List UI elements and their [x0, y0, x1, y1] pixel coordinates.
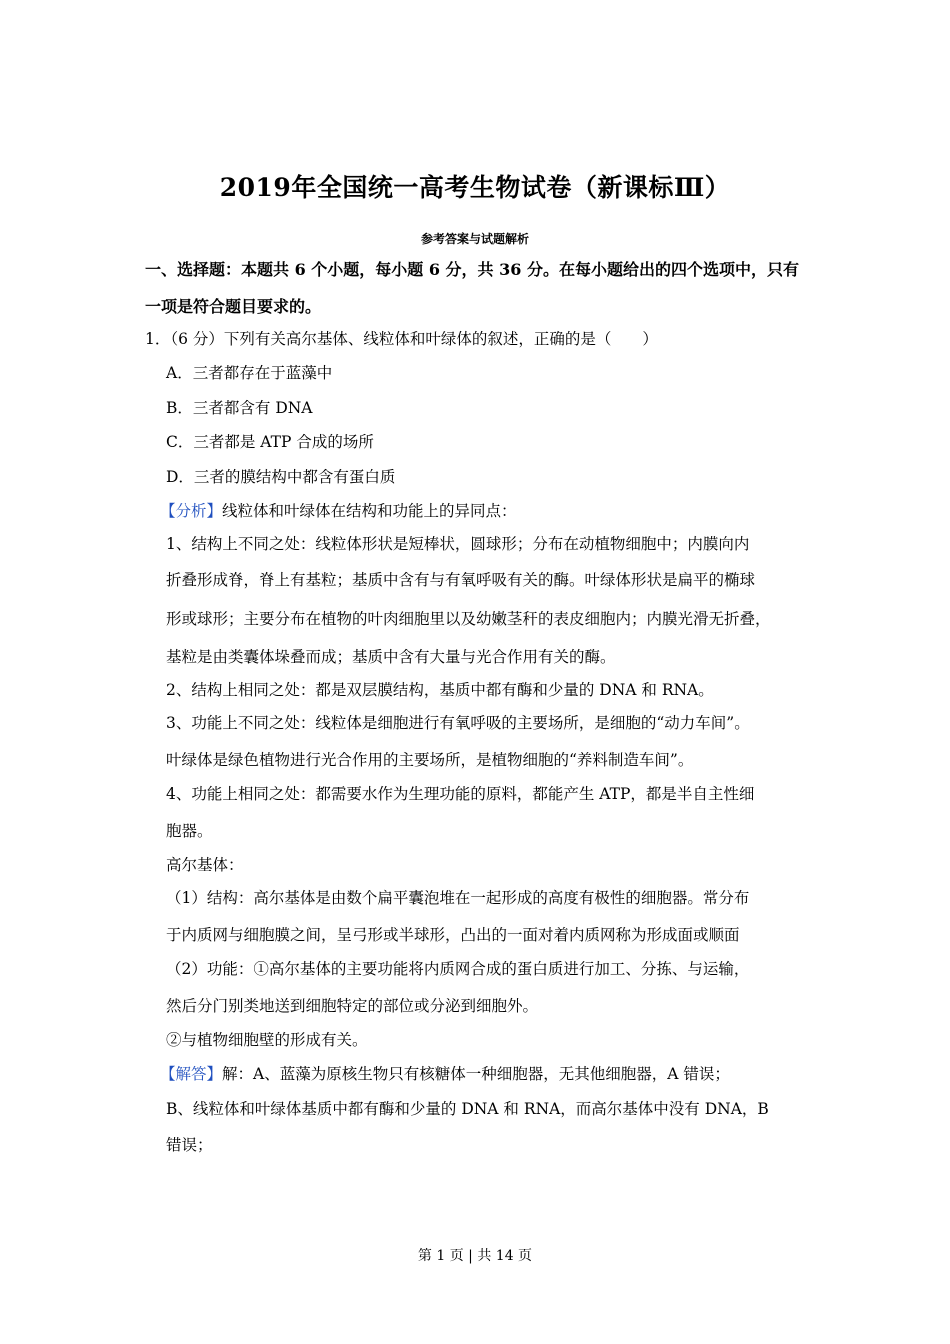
- option-d: D．三者的膜结构中都含有蛋白质: [166, 468, 396, 486]
- analysis-line: 胞器。: [166, 822, 213, 840]
- answer-heading: [160, 1062, 730, 1084]
- section-heading-line-2: 一项是符合题目要求的。: [145, 297, 322, 316]
- analysis-line: 然后分门别类地送到细胞特定的部位或分泌到细胞外。: [166, 997, 539, 1015]
- option-c: C．三者都是 ATP 合成的场所: [166, 433, 374, 451]
- answer-line: B、线粒体和叶绿体基质中都有酶和少量的 DNA 和 RNA，而高尔基体中没有 DNA，B: [166, 1100, 769, 1118]
- analysis-line: 3、功能上不同之处：线粒体是细胞进行有氧呼吸的主要场所，是细胞的“动力车间”。: [166, 714, 750, 732]
- analysis-intro: 线粒体和叶绿体在结构和功能上的异同点：: [222, 502, 517, 520]
- page-title: 2019年全国统一高考生物试卷（新课标Ⅲ）: [219, 173, 731, 202]
- analysis-line: 形或球形；主要分布在植物的叶肉细胞里以及幼嫩茎秆的表皮细胞内；内膜光滑无折叠，: [166, 610, 771, 628]
- analysis-heading: [160, 499, 517, 521]
- analysis-line: 4、功能上相同之处：都需要水作为生理功能的原料，都能产生 ATP，都是半自主性细: [166, 785, 755, 803]
- analysis-line: （1）结构：高尔基体是由数个扁平囊泡堆在一起形成的高度有极性的细胞器。常分布: [166, 889, 750, 907]
- analysis-line: 基粒是由类囊体垛叠而成；基质中含有大量与光合作用有关的酶。: [166, 648, 616, 666]
- analysis-line: 2、结构上相同之处：都是双层膜结构，基质中都有酶和少量的 DNA 和 RNA。: [166, 681, 714, 699]
- section-heading-line-1: 一、选择题：本题共 6 个小题，每小题 6 分，共 36 分。在每小题给出的四个选项中，只有: [145, 260, 799, 279]
- analysis-line: 叶绿体是绿色植物进行光合作用的主要场所，是植物细胞的“养料制造车间”。: [166, 751, 694, 769]
- analysis-line: 于内质网与细胞膜之间，呈弓形或半球形，凸出的一面对着内质网称为形成面或顺面: [166, 926, 740, 944]
- page-footer: 第 1 页 | 共 14 页: [417, 1248, 533, 1264]
- page-subtitle: 参考答案与试题解析: [420, 232, 529, 246]
- analysis-tag: 【分析】: [160, 502, 223, 520]
- analysis-line: 1、结构上不同之处：线粒体形状是短棒状，圆球形；分布在动植物细胞中；内膜向内: [166, 535, 750, 553]
- answer-first-line: 解：A、蓝藻为原核生物只有核糖体一种细胞器，无其他细胞器，A 错误；: [222, 1065, 730, 1083]
- analysis-line: ②与植物细胞壁的形成有关。: [166, 1031, 368, 1049]
- option-a: A．三者都存在于蓝藻中: [166, 364, 333, 382]
- answer-tag: 【解答】: [160, 1065, 223, 1083]
- option-b: B．三者都含有 DNA: [166, 399, 313, 417]
- question-stem: 1．（6 分）下列有关高尔基体、线粒体和叶绿体的叙述，正确的是（ ）: [145, 330, 658, 348]
- analysis-line: 折叠形成脊，脊上有基粒；基质中含有与有氧呼吸有关的酶。叶绿体形状是扁平的椭球: [166, 571, 756, 589]
- analysis-line: （2）功能：①高尔基体的主要功能将内质网合成的蛋白质进行加工、分拣、与运输，: [166, 960, 750, 978]
- analysis-line: 高尔基体：: [166, 856, 244, 874]
- answer-line: 错误；: [166, 1136, 213, 1154]
